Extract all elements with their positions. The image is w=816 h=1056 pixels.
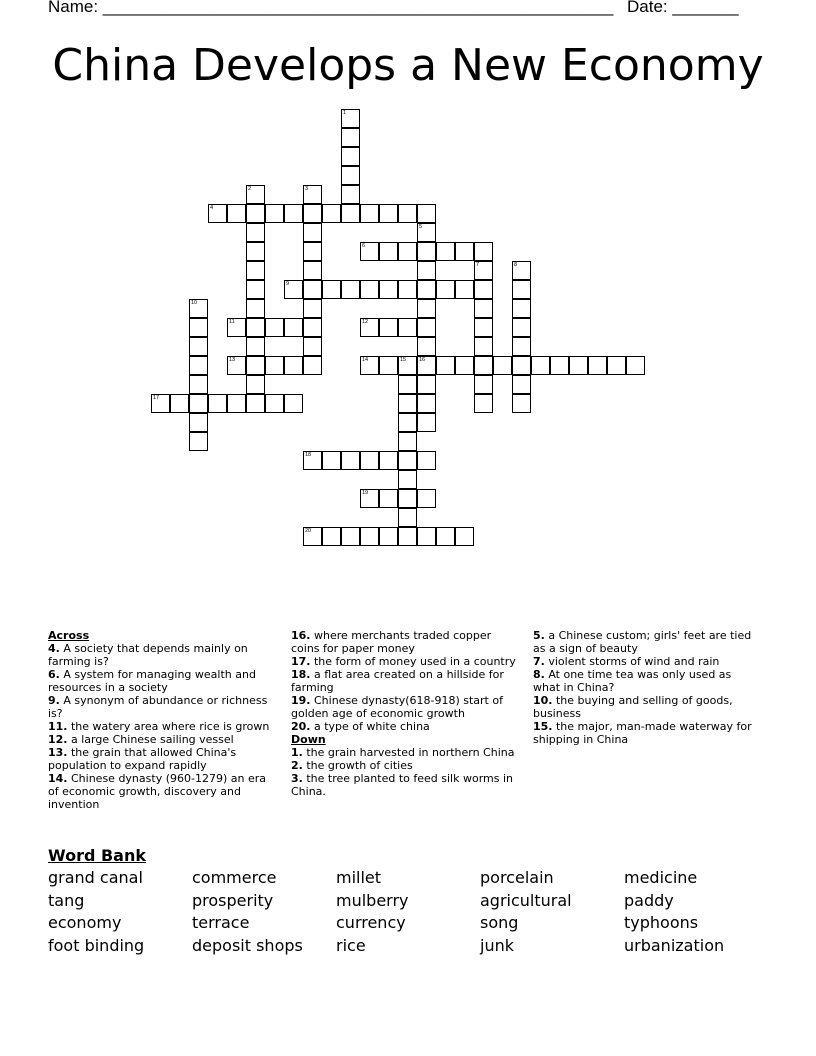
- crossword-cell[interactable]: [626, 356, 645, 375]
- crossword-cell[interactable]: [379, 451, 398, 470]
- crossword-cell[interactable]: [341, 527, 360, 546]
- crossword-cell[interactable]: [474, 299, 493, 318]
- crossword-cell[interactable]: [550, 356, 569, 375]
- crossword-cell[interactable]: [303, 223, 322, 242]
- crossword-cell[interactable]: [189, 394, 208, 413]
- crossword-cell[interactable]: [246, 394, 265, 413]
- clue-number: 8: [514, 262, 518, 268]
- clue-number-label: 17.: [291, 655, 311, 668]
- crossword-cell[interactable]: [189, 356, 208, 375]
- crossword-cell[interactable]: [512, 337, 531, 356]
- crossword-cell[interactable]: [246, 375, 265, 394]
- crossword-cell[interactable]: [436, 280, 455, 299]
- clue-number: 6: [362, 243, 366, 249]
- crossword-cell[interactable]: [360, 356, 379, 375]
- crossword-cell[interactable]: [398, 489, 417, 508]
- crossword-cell[interactable]: [189, 299, 208, 318]
- crossword-cell[interactable]: [265, 318, 284, 337]
- crossword-cell[interactable]: [246, 299, 265, 318]
- crossword-cell[interactable]: [303, 356, 322, 375]
- crossword-cell[interactable]: [189, 318, 208, 337]
- down-heading: Down: [291, 733, 326, 746]
- crossword-cell[interactable]: [417, 242, 436, 261]
- clue-number: 11: [229, 319, 235, 325]
- clue-number-label: 4.: [48, 642, 60, 655]
- clue-number-label: 8.: [533, 668, 545, 681]
- crossword-cell[interactable]: [341, 451, 360, 470]
- clue-item: [291, 668, 519, 694]
- clue-number: 15: [400, 357, 407, 363]
- crossword-cell[interactable]: [512, 280, 531, 299]
- clue-number-label: 7.: [533, 655, 545, 668]
- crossword-cell[interactable]: [398, 470, 417, 489]
- crossword-cell[interactable]: [417, 489, 436, 508]
- word-bank-word: agricultural: [480, 890, 572, 910]
- crossword-cell[interactable]: [341, 166, 360, 185]
- crossword-cell[interactable]: [398, 280, 417, 299]
- clues-column-2: [291, 629, 519, 798]
- crossword-cell[interactable]: [569, 356, 588, 375]
- crossword-cell[interactable]: [246, 280, 265, 299]
- crossword-cell[interactable]: [417, 375, 436, 394]
- crossword-cell[interactable]: [208, 394, 227, 413]
- crossword-cell[interactable]: [417, 451, 436, 470]
- crossword-cell[interactable]: [398, 413, 417, 432]
- crossword-cell[interactable]: [474, 318, 493, 337]
- clue-item: [291, 720, 519, 733]
- date-field[interactable]: Date: _______: [627, 0, 739, 16]
- clue-number: 16: [419, 357, 426, 363]
- word-bank-word: porcelain: [480, 868, 554, 887]
- clue-number-label: 11.: [48, 720, 68, 733]
- crossword-cell[interactable]: [379, 527, 398, 546]
- crossword-cell[interactable]: [417, 280, 436, 299]
- crossword-cell[interactable]: [322, 280, 341, 299]
- crossword-cell[interactable]: [379, 489, 398, 508]
- crossword-cell[interactable]: [493, 356, 512, 375]
- word-bank-word: typhoons: [624, 913, 699, 932]
- crossword-cell[interactable]: [512, 261, 531, 280]
- crossword-cell[interactable]: [189, 337, 208, 356]
- crossword-cell[interactable]: [417, 299, 436, 318]
- clue-number: 13: [229, 357, 236, 363]
- clue-text: A society that depends mainly on farming is?: [48, 642, 248, 668]
- crossword-cell[interactable]: [284, 204, 303, 223]
- crossword-cell[interactable]: [417, 223, 436, 242]
- word-bank-word: medicine: [624, 868, 698, 887]
- clue-number-label: 2.: [291, 759, 303, 772]
- crossword-cell[interactable]: [474, 280, 493, 299]
- clue-number-label: 10.: [533, 694, 553, 707]
- crossword-cell[interactable]: [360, 318, 379, 337]
- clues-column-3: [533, 629, 761, 746]
- crossword-cell[interactable]: [417, 337, 436, 356]
- crossword-cell[interactable]: [379, 318, 398, 337]
- clue-number: 20: [305, 528, 312, 534]
- word-bank-word: currency: [336, 913, 406, 932]
- clue-item: [291, 629, 519, 655]
- crossword-cell[interactable]: [303, 299, 322, 318]
- clue-text: where merchants traded copper coins for paper money: [291, 629, 492, 655]
- crossword-cell[interactable]: [455, 527, 474, 546]
- clue-number-label: 16.: [291, 629, 311, 642]
- clue-item: [533, 694, 761, 720]
- crossword-cell[interactable]: [341, 280, 360, 299]
- clue-number: 4: [210, 205, 214, 211]
- clue-item: [291, 772, 519, 798]
- crossword-cell[interactable]: [303, 185, 322, 204]
- clue-number-label: 14.: [48, 772, 68, 785]
- crossword-cell[interactable]: [455, 242, 474, 261]
- clue-number-label: 9.: [48, 694, 60, 707]
- crossword-cell[interactable]: [379, 242, 398, 261]
- word-bank-word: rice: [336, 935, 366, 955]
- crossword-cell[interactable]: [360, 204, 379, 223]
- crossword-cell[interactable]: [208, 204, 227, 223]
- clue-number-label: 6.: [48, 668, 60, 681]
- crossword-cell[interactable]: [265, 356, 284, 375]
- clue-number-label: 15.: [533, 720, 553, 733]
- crossword-cell[interactable]: [151, 394, 170, 413]
- clue-item: [291, 655, 519, 668]
- clue-text: the grain that allowed China's population to expand rapidly: [48, 746, 237, 772]
- clue-item: [48, 746, 276, 772]
- clue-text: a flat area created on a hillside for farming: [291, 668, 504, 694]
- word-bank-word: tang: [48, 890, 85, 910]
- clue-number: 12: [362, 319, 369, 325]
- crossword-cell[interactable]: [265, 394, 284, 413]
- crossword-cell[interactable]: [227, 394, 246, 413]
- clue-item: [533, 655, 761, 668]
- crossword-cell[interactable]: [303, 242, 322, 261]
- clues-column-1: [48, 629, 276, 811]
- crossword-cell[interactable]: [341, 147, 360, 166]
- crossword-cell[interactable]: [189, 375, 208, 394]
- crossword-cell[interactable]: [417, 527, 436, 546]
- crossword-cell[interactable]: [512, 318, 531, 337]
- crossword-cell[interactable]: [322, 527, 341, 546]
- crossword-cell[interactable]: [303, 280, 322, 299]
- clue-item: [48, 694, 276, 720]
- crossword-cell[interactable]: [512, 375, 531, 394]
- crossword-cell[interactable]: [189, 413, 208, 432]
- word-bank-word: foot binding: [48, 935, 145, 955]
- crossword-cell[interactable]: [417, 394, 436, 413]
- clue-number-label: 19.: [291, 694, 311, 707]
- crossword-cell[interactable]: [227, 356, 246, 375]
- word-bank-word: grand canal: [48, 868, 143, 887]
- crossword-cell[interactable]: [417, 356, 436, 375]
- crossword-cell[interactable]: [474, 261, 493, 280]
- crossword-cell[interactable]: [303, 261, 322, 280]
- crossword-cell[interactable]: [246, 261, 265, 280]
- crossword-cell[interactable]: [284, 394, 303, 413]
- clue-text: the major, man-made waterway for shipping in China: [533, 720, 752, 746]
- crossword-cell[interactable]: [398, 356, 417, 375]
- clue-item: [533, 720, 761, 746]
- crossword-cell[interactable]: [284, 318, 303, 337]
- crossword-cell[interactable]: [303, 527, 322, 546]
- word-bank-word: prosperity: [192, 890, 274, 910]
- crossword-cell[interactable]: [512, 356, 531, 375]
- crossword-cell[interactable]: [607, 356, 626, 375]
- crossword-cell[interactable]: [341, 128, 360, 147]
- crossword-cell[interactable]: [398, 508, 417, 527]
- crossword-cell[interactable]: [398, 242, 417, 261]
- crossword-cell[interactable]: [588, 356, 607, 375]
- word-bank-word: song: [480, 913, 519, 932]
- crossword-cell[interactable]: [170, 394, 189, 413]
- crossword-cell[interactable]: [455, 356, 474, 375]
- crossword-cell[interactable]: [398, 394, 417, 413]
- crossword-cell[interactable]: [341, 109, 360, 128]
- word-bank-word: paddy: [624, 890, 674, 910]
- crossword-cell[interactable]: [265, 204, 284, 223]
- crossword-cell[interactable]: [417, 318, 436, 337]
- crossword-cell[interactable]: [474, 394, 493, 413]
- clue-text: the buying and selling of goods, business: [533, 694, 733, 720]
- clue-number: 18: [305, 452, 312, 458]
- clue-item: [48, 772, 276, 811]
- crossword-cell[interactable]: [455, 280, 474, 299]
- crossword-cell[interactable]: [246, 318, 265, 337]
- clue-text: At one time tea was only used as what in China?: [533, 668, 732, 694]
- clue-text: the growth of cities: [302, 759, 413, 772]
- crossword-cell[interactable]: [246, 356, 265, 375]
- clue-text: Chinese dynasty (960-1279) an era of economic growth, discovery and invention: [48, 772, 266, 811]
- crossword-cell[interactable]: [227, 318, 246, 337]
- crossword-cell[interactable]: [398, 375, 417, 394]
- crossword-cell[interactable]: [360, 489, 379, 508]
- clue-number: 7: [476, 262, 480, 268]
- crossword-cell[interactable]: [417, 204, 436, 223]
- crossword-cell[interactable]: [322, 204, 341, 223]
- crossword-cell[interactable]: [474, 375, 493, 394]
- crossword-cell[interactable]: [246, 185, 265, 204]
- crossword-cell[interactable]: [474, 356, 493, 375]
- clue-text: the tree planted to feed silk worms in China.: [291, 772, 513, 798]
- clue-item: [48, 733, 276, 746]
- crossword-cell[interactable]: [341, 204, 360, 223]
- clue-text: the grain harvested in northern China: [302, 746, 515, 759]
- word-bank-word: urbanization: [624, 935, 725, 955]
- crossword-cell[interactable]: [303, 204, 322, 223]
- crossword-cell[interactable]: [246, 242, 265, 261]
- clue-number-label: 3.: [291, 772, 303, 785]
- clue-text: a large Chinese sailing vessel: [67, 733, 234, 746]
- clue-text: A system for managing wealth and resources in a society: [48, 668, 256, 694]
- crossword-cell[interactable]: [379, 356, 398, 375]
- crossword-cell[interactable]: [474, 337, 493, 356]
- crossword-cell[interactable]: [322, 451, 341, 470]
- crossword-cell[interactable]: [189, 432, 208, 451]
- crossword-cell[interactable]: [512, 394, 531, 413]
- clue-number: 10: [191, 300, 198, 306]
- clue-item: [291, 694, 519, 720]
- clue-number-label: 5.: [533, 629, 545, 642]
- word-bank-word: deposit shops: [192, 935, 303, 955]
- word-bank-word: commerce: [192, 868, 277, 887]
- crossword-cell[interactable]: [398, 451, 417, 470]
- clue-text: a type of white china: [310, 720, 430, 733]
- clue-item: [48, 642, 276, 668]
- crossword-cell[interactable]: [398, 204, 417, 223]
- crossword-cell[interactable]: [284, 280, 303, 299]
- crossword-cell[interactable]: [379, 204, 398, 223]
- clue-text: the form of money used in a country: [310, 655, 516, 668]
- clue-item: [533, 629, 761, 655]
- crossword-cell[interactable]: [246, 337, 265, 356]
- crossword-cell[interactable]: [246, 223, 265, 242]
- crossword-cell[interactable]: [360, 280, 379, 299]
- clue-number-label: 20.: [291, 720, 311, 733]
- crossword-cell[interactable]: [303, 451, 322, 470]
- crossword-cell[interactable]: [303, 318, 322, 337]
- page-title: China Develops a New Economy: [52, 40, 764, 91]
- word-bank-word: junk: [480, 935, 514, 955]
- clue-item: [533, 668, 761, 694]
- name-field[interactable]: Name: ______________________________________________________: [48, 0, 614, 16]
- crossword-cell[interactable]: [398, 432, 417, 451]
- crossword-cell[interactable]: [227, 204, 246, 223]
- clue-number: 5: [419, 224, 423, 230]
- word-bank-word: mulberry: [336, 890, 409, 910]
- clue-item: [291, 759, 519, 772]
- crossword-cell[interactable]: [417, 261, 436, 280]
- crossword-cell[interactable]: [531, 356, 550, 375]
- crossword-cell[interactable]: [284, 356, 303, 375]
- clue-item: [291, 746, 519, 759]
- crossword-cell[interactable]: [436, 356, 455, 375]
- word-bank-word: terrace: [192, 913, 250, 932]
- crossword-cell[interactable]: [360, 242, 379, 261]
- clue-number: 3: [305, 186, 309, 192]
- clue-text: A synonym of abundance or richness is?: [48, 694, 268, 720]
- clue-text: a Chinese custom; girls' feet are tied as a sign of beauty: [533, 629, 752, 655]
- clue-number: 2: [248, 186, 252, 192]
- crossword-cell[interactable]: [303, 337, 322, 356]
- clue-text: Chinese dynasty(618-918) start of golden age of economic growth: [291, 694, 503, 720]
- crossword-cell[interactable]: [360, 527, 379, 546]
- crossword-cell[interactable]: [379, 280, 398, 299]
- clue-number: 9: [286, 281, 290, 287]
- crossword-cell[interactable]: [436, 527, 455, 546]
- clue-number-label: 12.: [48, 733, 68, 746]
- clue-item: [48, 720, 276, 733]
- crossword-cell[interactable]: [341, 185, 360, 204]
- crossword-cell[interactable]: [474, 242, 493, 261]
- word-bank-title: Word Bank: [48, 846, 147, 865]
- clue-number: 19: [362, 490, 369, 496]
- clue-number-label: 1.: [291, 746, 303, 759]
- clue-number: 1: [343, 110, 347, 116]
- across-heading: Across: [48, 629, 90, 642]
- word-bank-word: economy: [48, 913, 122, 932]
- clue-item: [48, 668, 276, 694]
- clue-text: the watery area where rice is grown: [67, 720, 270, 733]
- crossword-cell[interactable]: [398, 318, 417, 337]
- crossword-cell[interactable]: [246, 204, 265, 223]
- crossword-cell[interactable]: [512, 299, 531, 318]
- clue-text: violent storms of wind and rain: [544, 655, 720, 668]
- clue-number-label: 18.: [291, 668, 311, 681]
- clue-number: 14: [362, 357, 369, 363]
- crossword-cell[interactable]: [417, 413, 436, 432]
- crossword-cell[interactable]: [360, 451, 379, 470]
- clue-number-label: 13.: [48, 746, 68, 759]
- clue-number: 17: [153, 395, 160, 401]
- crossword-cell[interactable]: [436, 242, 455, 261]
- crossword-cell[interactable]: [398, 527, 417, 546]
- word-bank-word: millet: [336, 868, 382, 887]
